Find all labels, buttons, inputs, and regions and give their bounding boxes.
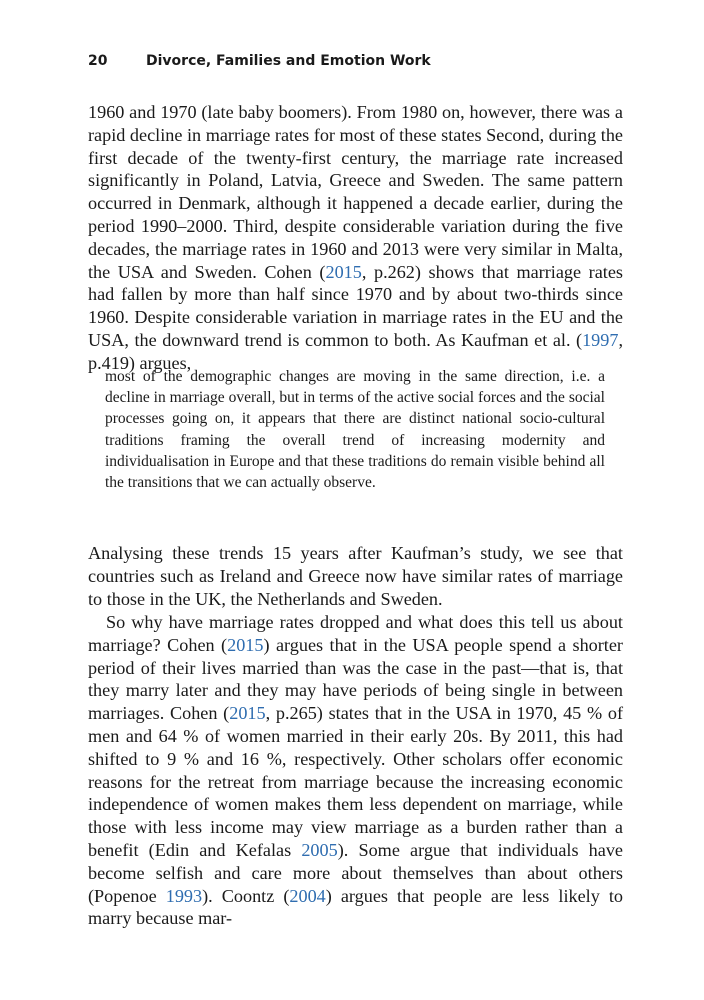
running-title: Divorce, Families and Emotion Work	[146, 53, 431, 69]
paragraph-1-text-c: , p.419) argues,	[88, 329, 623, 373]
paragraph-1-text-a: 1960 and 1970 (late baby boomers). From 1980 on, however, there was a rapid decline in marriage rates for most of these states Second, during the first decade of the twenty-first century, the marriage rate increased significantly in Poland, Latvia, Greece and Sweden. The same pattern occurred in Denmark, although it happened a decade earlier, during the period 1990–2000. Third, despite considerable variation during the five decades, the marriage rates in 1960 and 2013 were very similar in Malta, the USA and Sweden. Cohen (	[88, 102, 623, 282]
paragraph-1	[88, 101, 623, 375]
paragraph-2: Analysing these trends 15 years after Kaufman’s study, we see that countries such as Ireland and Greece now have similar rates of marriage to those in the UK, the Netherlands and Sweden.	[88, 543, 623, 609]
citation-link-cohen-2015[interactable]: 2015	[325, 261, 362, 282]
running-header	[88, 53, 431, 69]
paragraph-1-text-b: , p.262) shows that marriage rates had fallen by more than half since 1970 and by about two-thirds since 1960. Despite considerable variation in marriage rates in the EU and the USA, the downward trend is common to both. As Kaufman et al. (	[88, 261, 624, 350]
paragraph-3-text-d: ). Some argue that individuals have become selfish and care more about themselves than about others (Popenoe	[88, 839, 624, 906]
citation-link-kaufman-1997[interactable]: 1997	[582, 329, 619, 350]
paragraph-3-text-c: , p.265) states that in the USA in 1970, 45 % of men and 64 % of women married in their early 20s. By 2011, this had shifted to 9 % and 16 %, respectively. Other scholars offer economic reasons for the retreat from marriage because the increasing economic independence of women makes them less dependent on marriage, while those with less income may view marriage as a burden rather than a benefit (Edin and Kefalas	[88, 703, 623, 860]
paragraph-3-text-f: ) argues that people are less likely to marry because mar-	[88, 885, 624, 929]
citation-link-edin-kefalas-2005[interactable]: 2005	[301, 839, 338, 860]
citation-link-cohen-2015[interactable]: 2015	[229, 703, 266, 724]
paragraph-3-text-a: So why have marriage rates dropped and what does this tell us about marriage? Cohen (	[88, 612, 623, 655]
paragraph-3-text-b: ) argues that in the USA people spend a shorter period of their lives married than was the case in the past—that is, that they marry later and they may have periods of being single in between marriages. Cohen (	[88, 634, 623, 724]
citation-link-popenoe-1993[interactable]: 1993	[165, 885, 203, 906]
block-quote: most of the demographic changes are moving in the same direction, i.e. a decline in marriage overall, but in terms of the active social forces and the social processes going on, it appears that there are distinct national socio-cultural traditions framing the overall trend of increasing modernity and individualisation in Europe and that these traditions do remain visible behind all the transitions that we can actually observe.	[105, 368, 605, 492]
citation-link-cohen-2015[interactable]: 2015	[227, 634, 264, 655]
paragraph-3	[88, 611, 623, 930]
page-number: 20	[88, 53, 108, 69]
paragraph-3-text-e: ). Coontz (	[202, 885, 290, 906]
citation-link-coontz-2004[interactable]: 2004	[289, 885, 326, 906]
